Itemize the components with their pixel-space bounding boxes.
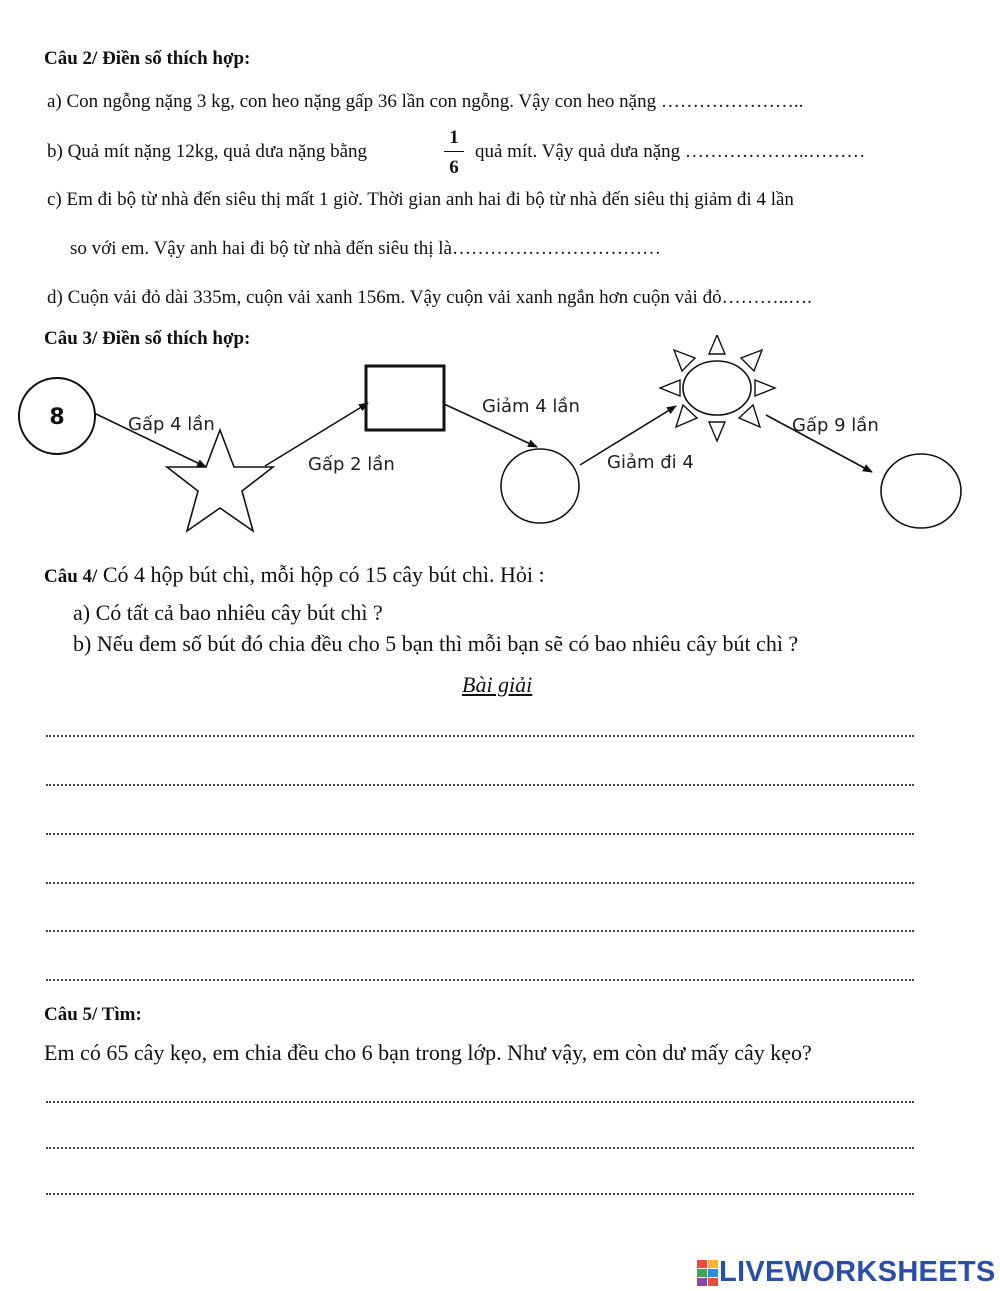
cau2-item-b-suffix: quả mít. Vậy quả dưa nặng ………………..……… bbox=[475, 141, 866, 162]
label-giam-4-lan: Giảm 4 lần bbox=[482, 396, 580, 417]
fraction-numerator: 1 bbox=[449, 127, 459, 148]
answer-line-8[interactable] bbox=[46, 1147, 914, 1149]
answer-line-6[interactable] bbox=[46, 979, 914, 981]
fraction-denominator: 6 bbox=[449, 157, 459, 178]
answer-line-7[interactable] bbox=[46, 1101, 914, 1103]
label-giam-di-4: Giảm đi 4 bbox=[607, 452, 694, 473]
label-gap-9-lan: Gấp 9 lần bbox=[792, 415, 879, 436]
cau4-item-a: a) Có tất cả bao nhiêu cây bút chì ? bbox=[73, 600, 383, 625]
label-gap-2-lan: Gấp 2 lần bbox=[308, 454, 395, 475]
cau4-heading: Câu 4/ bbox=[44, 566, 98, 587]
cau4-question bbox=[44, 562, 545, 588]
fraction-bar bbox=[444, 151, 464, 152]
cau3-heading: Câu 3/ Điền số thích hợp: bbox=[44, 328, 251, 349]
cau4-item-b: b) Nếu đem số bút đó chia đều cho 5 bạn thì mỗi bạn sẽ có bao nhiêu cây bút chì ? bbox=[73, 631, 799, 656]
cau2-item-c-line2: so với em. Vậy anh hai đi bộ từ nhà đến siêu thị là…………………………… bbox=[70, 238, 661, 259]
label-gap-4-lan: Gấp 4 lần bbox=[128, 414, 215, 435]
answer-line-3[interactable] bbox=[46, 833, 914, 835]
star-answer-box[interactable] bbox=[167, 430, 273, 531]
cau2-item-c-line1: c) Em đi bộ từ nhà đến siêu thị mất 1 giờ. Thời gian anh hai đi bộ từ nhà đến siêu thị giảm đi 4 lần bbox=[47, 189, 794, 210]
square-answer-box[interactable] bbox=[366, 366, 444, 430]
cau5-heading: Câu 5/ Tìm: bbox=[44, 1004, 142, 1025]
cau5-question: Em có 65 cây kẹo, em chia đều cho 6 bạn trong lớp. Như vậy, em còn dư mấy cây kẹo? bbox=[44, 1040, 812, 1065]
cau2-heading: Câu 2/ Điền số thích hợp: bbox=[44, 48, 251, 69]
cau4-intro: Có 4 hộp bút chì, mỗi hộp có 15 cây bút chì. Hỏi : bbox=[97, 562, 545, 587]
cau2-item-a: a) Con ngỗng nặng 3 kg, con heo nặng gấp 36 lần con ngỗng. Vậy con heo nặng ………………….. bbox=[47, 91, 804, 112]
solution-title: Bài giải bbox=[462, 672, 533, 697]
middle-circle-answer[interactable] bbox=[501, 449, 579, 523]
operation-chain-diagram bbox=[0, 335, 1000, 550]
final-circle-answer[interactable] bbox=[881, 454, 961, 528]
logo-blocks-icon bbox=[697, 1260, 719, 1286]
cau2-item-b-prefix: b) Quả mít nặng 12kg, quả dưa nặng bằng bbox=[47, 141, 368, 162]
answer-line-9[interactable] bbox=[46, 1193, 914, 1195]
sun-answer-box[interactable] bbox=[660, 335, 775, 441]
answer-line-1[interactable] bbox=[46, 735, 914, 737]
liveworksheets-logo bbox=[697, 1256, 996, 1289]
logo-text: LIVEWORKSHEETS bbox=[719, 1256, 996, 1288]
answer-line-5[interactable] bbox=[46, 930, 914, 932]
cau2-item-d: d) Cuộn vải đỏ dài 335m, cuộn vải xanh 156m. Vậy cuộn vải xanh ngắn hơn cuộn vải đỏ………..…. bbox=[47, 287, 812, 308]
answer-line-2[interactable] bbox=[46, 784, 914, 786]
answer-line-4[interactable] bbox=[46, 882, 914, 884]
start-value: 8 bbox=[49, 405, 65, 430]
